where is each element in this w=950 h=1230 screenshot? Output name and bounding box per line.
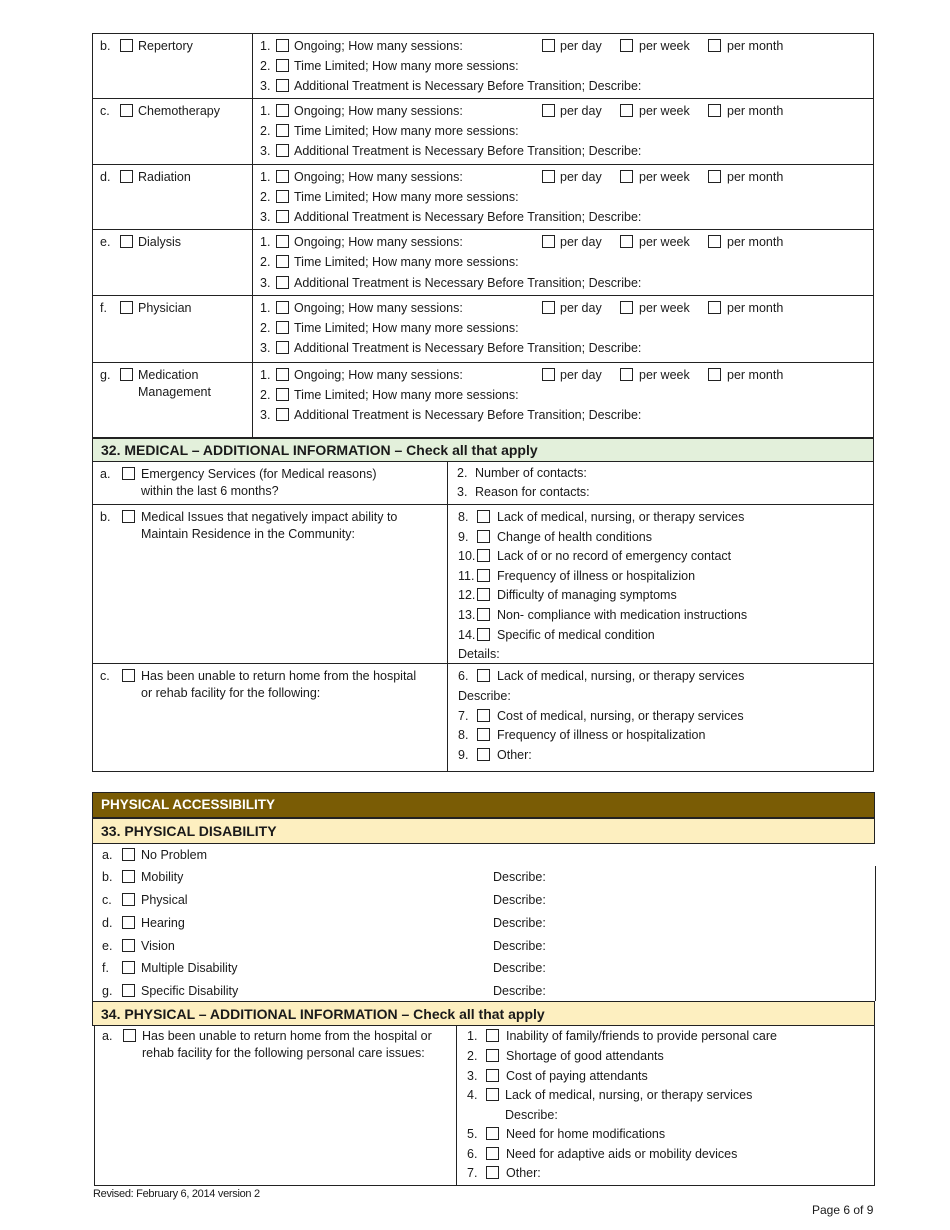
item-2-label: Shortage of good attendants <box>506 1049 664 1063</box>
per-week-label: per week <box>639 301 690 315</box>
item-number: 12. <box>458 588 476 602</box>
emergency-services-label: Emergency Services (for Medical reasons) <box>141 467 377 481</box>
item-number: 6. <box>467 1147 478 1161</box>
option-number: 3. <box>260 341 271 355</box>
ongoing-label: Ongoing; How many sessions: <box>294 301 463 315</box>
time-limited-checkbox[interactable] <box>276 59 289 72</box>
time-limited-checkbox[interactable] <box>276 321 289 334</box>
item-number: 8. <box>458 510 469 524</box>
describe-label: Describe: <box>505 1108 558 1122</box>
ongoing-label: Ongoing; How many sessions: <box>294 104 463 118</box>
item-number: 9. <box>458 530 469 544</box>
describe-label: Describe: <box>493 984 546 998</box>
item-5-checkbox[interactable] <box>486 1127 499 1140</box>
treatment-table-divider <box>252 33 253 438</box>
emergency-services-checkbox[interactable] <box>122 467 135 480</box>
additional-treatment-label: Additional Treatment is Necessary Before Transition; Describe: <box>294 408 642 422</box>
per-day-checkbox[interactable] <box>542 301 555 314</box>
row-divider <box>92 663 874 664</box>
chemotherapy-checkbox[interactable] <box>120 104 133 117</box>
item-13-checkbox[interactable] <box>477 608 490 621</box>
personal-care-issues-label-continued: rehab facility for the following personal care issues: <box>142 1046 425 1060</box>
section-34-title: 34. PHYSICAL – ADDITIONAL INFORMATION – Check all that apply <box>92 1001 875 1026</box>
vision-checkbox[interactable] <box>122 939 135 952</box>
ongoing-checkbox[interactable] <box>276 235 289 248</box>
no-problem-label: No Problem <box>141 848 207 862</box>
time-limited-label: Time Limited; How many more sessions: <box>294 59 519 73</box>
revision-note: Revised: February 6, 2014 version 2 <box>93 1188 260 1200</box>
describe-label: Describe: <box>493 961 546 975</box>
multiple-disability-label: Multiple Disability <box>141 961 238 975</box>
per-month-label: per month <box>727 170 784 184</box>
item-6-label: Lack of medical, nursing, or therapy services <box>497 669 745 683</box>
row-label: Radiation <box>138 170 191 184</box>
row-letter: b. <box>102 870 113 884</box>
additional-treatment-checkbox[interactable] <box>276 408 289 421</box>
per-week-label: per week <box>639 39 690 53</box>
describe-label: Describe: <box>493 916 546 930</box>
per-day-label: per day <box>560 301 602 315</box>
mobility-checkbox[interactable] <box>122 870 135 883</box>
item-3-checkbox[interactable] <box>486 1069 499 1082</box>
item-7-label: Cost of medical, nursing, or therapy services <box>497 709 744 723</box>
additional-treatment-checkbox[interactable] <box>276 144 289 157</box>
per-week-checkbox[interactable] <box>620 235 633 248</box>
ongoing-label: Ongoing; How many sessions: <box>294 235 463 249</box>
item-5-label: Need for home modifications <box>506 1127 666 1141</box>
row-letter: d. <box>100 170 111 184</box>
item-6-label: Need for adaptive aids or mobility devices <box>506 1147 738 1161</box>
physical-checkbox[interactable] <box>122 893 135 906</box>
item-10-label: Lack of or no record of emergency contact <box>497 549 732 563</box>
row-letter: g. <box>100 368 111 382</box>
physician-checkbox[interactable] <box>120 301 133 314</box>
ongoing-label: Ongoing; How many sessions: <box>294 39 463 53</box>
item-7-checkbox[interactable] <box>486 1166 499 1179</box>
option-number: 3. <box>260 144 271 158</box>
item-2-checkbox[interactable] <box>486 1049 499 1062</box>
item-4-checkbox[interactable] <box>486 1088 499 1101</box>
section-33-title: 33. PHYSICAL DISABILITY <box>92 818 875 844</box>
per-week-label: per week <box>639 104 690 118</box>
row-label: Chemotherapy <box>138 104 220 118</box>
item-7-label: Other: <box>506 1166 541 1180</box>
describe-label: Describe: <box>458 689 511 703</box>
option-number: 2. <box>260 321 271 335</box>
item-number: 3. <box>457 485 468 499</box>
item-12-checkbox[interactable] <box>477 588 490 601</box>
per-month-checkbox[interactable] <box>708 235 721 248</box>
item-4-label: Lack of medical, nursing, or therapy services <box>505 1088 753 1102</box>
option-number: 3. <box>260 276 271 290</box>
per-day-checkbox[interactable] <box>542 104 555 117</box>
item-number: 5. <box>467 1127 478 1141</box>
row-letter: c. <box>100 669 110 683</box>
unable-to-return-label: Has been unable to return home from the hospital <box>141 669 417 683</box>
item-9-label: Change of health conditions <box>497 530 652 544</box>
option-number: 2. <box>260 124 271 138</box>
describe-label: Describe: <box>493 893 546 907</box>
row-divider <box>92 362 874 363</box>
section-33-right-border <box>875 866 876 1001</box>
item-11-label: Frequency of illness or hospitalizion <box>497 569 696 583</box>
item-number: 2. <box>467 1049 478 1063</box>
section-33-left-border <box>92 844 93 1001</box>
additional-treatment-checkbox[interactable] <box>276 276 289 289</box>
emergency-services-label-continued: within the last 6 months? <box>141 484 279 498</box>
option-number: 1. <box>260 368 271 382</box>
time-limited-label: Time Limited; How many more sessions: <box>294 321 519 335</box>
time-limited-label: Time Limited; How many more sessions: <box>294 388 519 402</box>
ongoing-checkbox[interactable] <box>276 39 289 52</box>
per-day-checkbox[interactable] <box>542 170 555 183</box>
per-month-checkbox[interactable] <box>708 170 721 183</box>
per-week-label: per week <box>639 170 690 184</box>
multiple-disability-checkbox[interactable] <box>122 961 135 974</box>
per-month-checkbox[interactable] <box>708 104 721 117</box>
personal-care-issues-label: Has been unable to return home from the hospital or <box>142 1029 432 1043</box>
row-divider <box>92 164 874 165</box>
item-9-label: Other: <box>497 748 532 762</box>
item-number: 8. <box>458 728 469 742</box>
hearing-label: Hearing <box>141 916 185 930</box>
additional-treatment-label: Additional Treatment is Necessary Before Transition; Describe: <box>294 210 642 224</box>
time-limited-checkbox[interactable] <box>276 190 289 203</box>
time-limited-checkbox[interactable] <box>276 124 289 137</box>
row-divider <box>92 229 874 230</box>
per-month-label: per month <box>727 235 784 249</box>
physical-accessibility-title: PHYSICAL ACCESSIBILITY <box>92 792 875 818</box>
item-6-checkbox[interactable] <box>477 669 490 682</box>
reason-for-contacts-label: Reason for contacts: <box>475 485 590 499</box>
ongoing-label: Ongoing; How many sessions: <box>294 368 463 382</box>
radiation-checkbox[interactable] <box>120 170 133 183</box>
item-8-label: Lack of medical, nursing, or therapy services <box>497 510 745 524</box>
item-number: 6. <box>458 669 469 683</box>
mobility-label: Mobility <box>141 870 184 884</box>
per-day-label: per day <box>560 170 602 184</box>
option-number: 1. <box>260 104 271 118</box>
time-limited-label: Time Limited; How many more sessions: <box>294 124 519 138</box>
row-label: Dialysis <box>138 235 182 249</box>
option-number: 1. <box>260 39 271 53</box>
describe-label: Describe: <box>493 939 546 953</box>
per-day-checkbox[interactable] <box>542 235 555 248</box>
item-12-label: Difficulty of managing symptoms <box>497 588 677 602</box>
row-divider <box>92 98 874 99</box>
item-9-checkbox[interactable] <box>477 748 490 761</box>
row-letter: e. <box>100 235 111 249</box>
per-week-label: per week <box>639 368 690 382</box>
medication-management-checkbox[interactable] <box>120 368 133 381</box>
item-number: 14. <box>458 628 476 642</box>
per-day-label: per day <box>560 368 602 382</box>
per-week-checkbox[interactable] <box>620 301 633 314</box>
time-limited-label: Time Limited; How many more sessions: <box>294 255 519 269</box>
item-number: 1. <box>467 1029 478 1043</box>
row-label: Medication <box>138 368 199 382</box>
repertory-checkbox[interactable] <box>120 39 133 52</box>
per-month-checkbox[interactable] <box>708 368 721 381</box>
row-letter: b. <box>100 510 111 524</box>
option-number: 3. <box>260 408 271 422</box>
additional-treatment-checkbox[interactable] <box>276 79 289 92</box>
per-day-checkbox[interactable] <box>542 39 555 52</box>
per-month-label: per month <box>727 39 784 53</box>
row-divider <box>92 504 874 505</box>
additional-treatment-label: Additional Treatment is Necessary Before Transition; Describe: <box>294 341 642 355</box>
option-number: 3. <box>260 210 271 224</box>
item-7-checkbox[interactable] <box>477 709 490 722</box>
time-limited-checkbox[interactable] <box>276 255 289 268</box>
per-month-label: per month <box>727 104 784 118</box>
item-11-checkbox[interactable] <box>477 569 490 582</box>
time-limited-label: Time Limited; How many more sessions: <box>294 190 519 204</box>
unable-to-return-checkbox[interactable] <box>122 669 135 682</box>
per-day-label: per day <box>560 235 602 249</box>
per-day-label: per day <box>560 104 602 118</box>
per-day-checkbox[interactable] <box>542 368 555 381</box>
item-number: 3. <box>467 1069 478 1083</box>
item-8-checkbox[interactable] <box>477 728 490 741</box>
row-letter: e. <box>102 939 113 953</box>
item-9-checkbox[interactable] <box>477 530 490 543</box>
specific-disability-checkbox[interactable] <box>122 984 135 997</box>
row-label: Repertory <box>138 39 193 53</box>
row-letter: d. <box>102 916 113 930</box>
dialysis-checkbox[interactable] <box>120 235 133 248</box>
row-letter: f. <box>102 961 109 975</box>
ongoing-checkbox[interactable] <box>276 301 289 314</box>
section-32-title: 32. MEDICAL – ADDITIONAL INFORMATION – Check all that apply <box>92 438 874 462</box>
describe-label: Describe: <box>493 870 546 884</box>
item-6-checkbox[interactable] <box>486 1147 499 1160</box>
ongoing-checkbox[interactable] <box>276 368 289 381</box>
additional-treatment-label: Additional Treatment is Necessary Before Transition; Describe: <box>294 144 642 158</box>
personal-care-issues-checkbox[interactable] <box>123 1029 136 1042</box>
row-label: Physician <box>138 301 192 315</box>
item-number: 9. <box>458 748 469 762</box>
per-month-checkbox[interactable] <box>708 39 721 52</box>
additional-treatment-checkbox[interactable] <box>276 341 289 354</box>
per-week-label: per week <box>639 235 690 249</box>
item-3-label: Cost of paying attendants <box>506 1069 648 1083</box>
per-month-label: per month <box>727 301 784 315</box>
row-letter: b. <box>100 39 111 53</box>
row-divider <box>92 295 874 296</box>
option-number: 1. <box>260 235 271 249</box>
item-number: 11. <box>458 569 475 583</box>
item-number: 4. <box>467 1088 478 1102</box>
option-number: 3. <box>260 79 271 93</box>
row-letter: c. <box>100 104 110 118</box>
per-month-checkbox[interactable] <box>708 301 721 314</box>
item-10-checkbox[interactable] <box>477 549 490 562</box>
time-limited-checkbox[interactable] <box>276 388 289 401</box>
option-number: 1. <box>260 301 271 315</box>
section-34-divider <box>456 1025 457 1186</box>
per-week-checkbox[interactable] <box>620 39 633 52</box>
item-14-label: Specific of medical condition <box>497 628 655 642</box>
row-letter: a. <box>100 467 111 481</box>
option-number: 2. <box>260 255 271 269</box>
section-32-divider <box>447 461 448 772</box>
medical-issues-checkbox[interactable] <box>122 510 135 523</box>
option-number: 1. <box>260 170 271 184</box>
unable-to-return-label-continued: or rehab facility for the following: <box>141 686 321 700</box>
page-number: Page 6 of 9 <box>812 1203 874 1217</box>
item-1-label: Inability of family/friends to provide personal care <box>506 1029 777 1043</box>
per-week-checkbox[interactable] <box>620 170 633 183</box>
option-number: 2. <box>260 388 271 402</box>
row-label-continued: Management <box>138 385 211 399</box>
additional-treatment-label: Additional Treatment is Necessary Before Transition; Describe: <box>294 276 642 290</box>
physical-label: Physical <box>141 893 188 907</box>
per-week-checkbox[interactable] <box>620 368 633 381</box>
per-month-label: per month <box>727 368 784 382</box>
row-letter: c. <box>102 893 112 907</box>
per-week-checkbox[interactable] <box>620 104 633 117</box>
specific-disability-label: Specific Disability <box>141 984 239 998</box>
additional-treatment-label: Additional Treatment is Necessary Before Transition; Describe: <box>294 79 642 93</box>
ongoing-checkbox[interactable] <box>276 104 289 117</box>
item-14-checkbox[interactable] <box>477 628 490 641</box>
item-1-checkbox[interactable] <box>486 1029 499 1042</box>
number-of-contacts-label: Number of contacts: <box>475 466 587 480</box>
option-number: 2. <box>260 59 271 73</box>
vision-label: Vision <box>141 939 175 953</box>
ongoing-checkbox[interactable] <box>276 170 289 183</box>
additional-treatment-checkbox[interactable] <box>276 210 289 223</box>
medical-issues-label-continued: Maintain Residence in the Community: <box>141 527 355 541</box>
item-13-label: Non- compliance with medication instructions <box>497 608 748 622</box>
medical-issues-label: Medical Issues that negatively impact ability to <box>141 510 398 524</box>
row-letter: f. <box>100 301 107 315</box>
no-problem-checkbox[interactable] <box>122 848 135 861</box>
row-letter: a. <box>102 848 113 862</box>
option-number: 2. <box>260 190 271 204</box>
row-letter: g. <box>102 984 113 998</box>
item-number: 10. <box>458 549 476 563</box>
item-number: 7. <box>467 1166 478 1180</box>
item-number: 13. <box>458 608 476 622</box>
ongoing-label: Ongoing; How many sessions: <box>294 170 463 184</box>
item-number: 7. <box>458 709 469 723</box>
hearing-checkbox[interactable] <box>122 916 135 929</box>
row-letter: a. <box>102 1029 113 1043</box>
item-8-checkbox[interactable] <box>477 510 490 523</box>
item-number: 2. <box>457 466 468 480</box>
per-day-label: per day <box>560 39 602 53</box>
details-label: Details: <box>458 647 500 661</box>
item-8-label: Frequency of illness or hospitalization <box>497 728 706 742</box>
